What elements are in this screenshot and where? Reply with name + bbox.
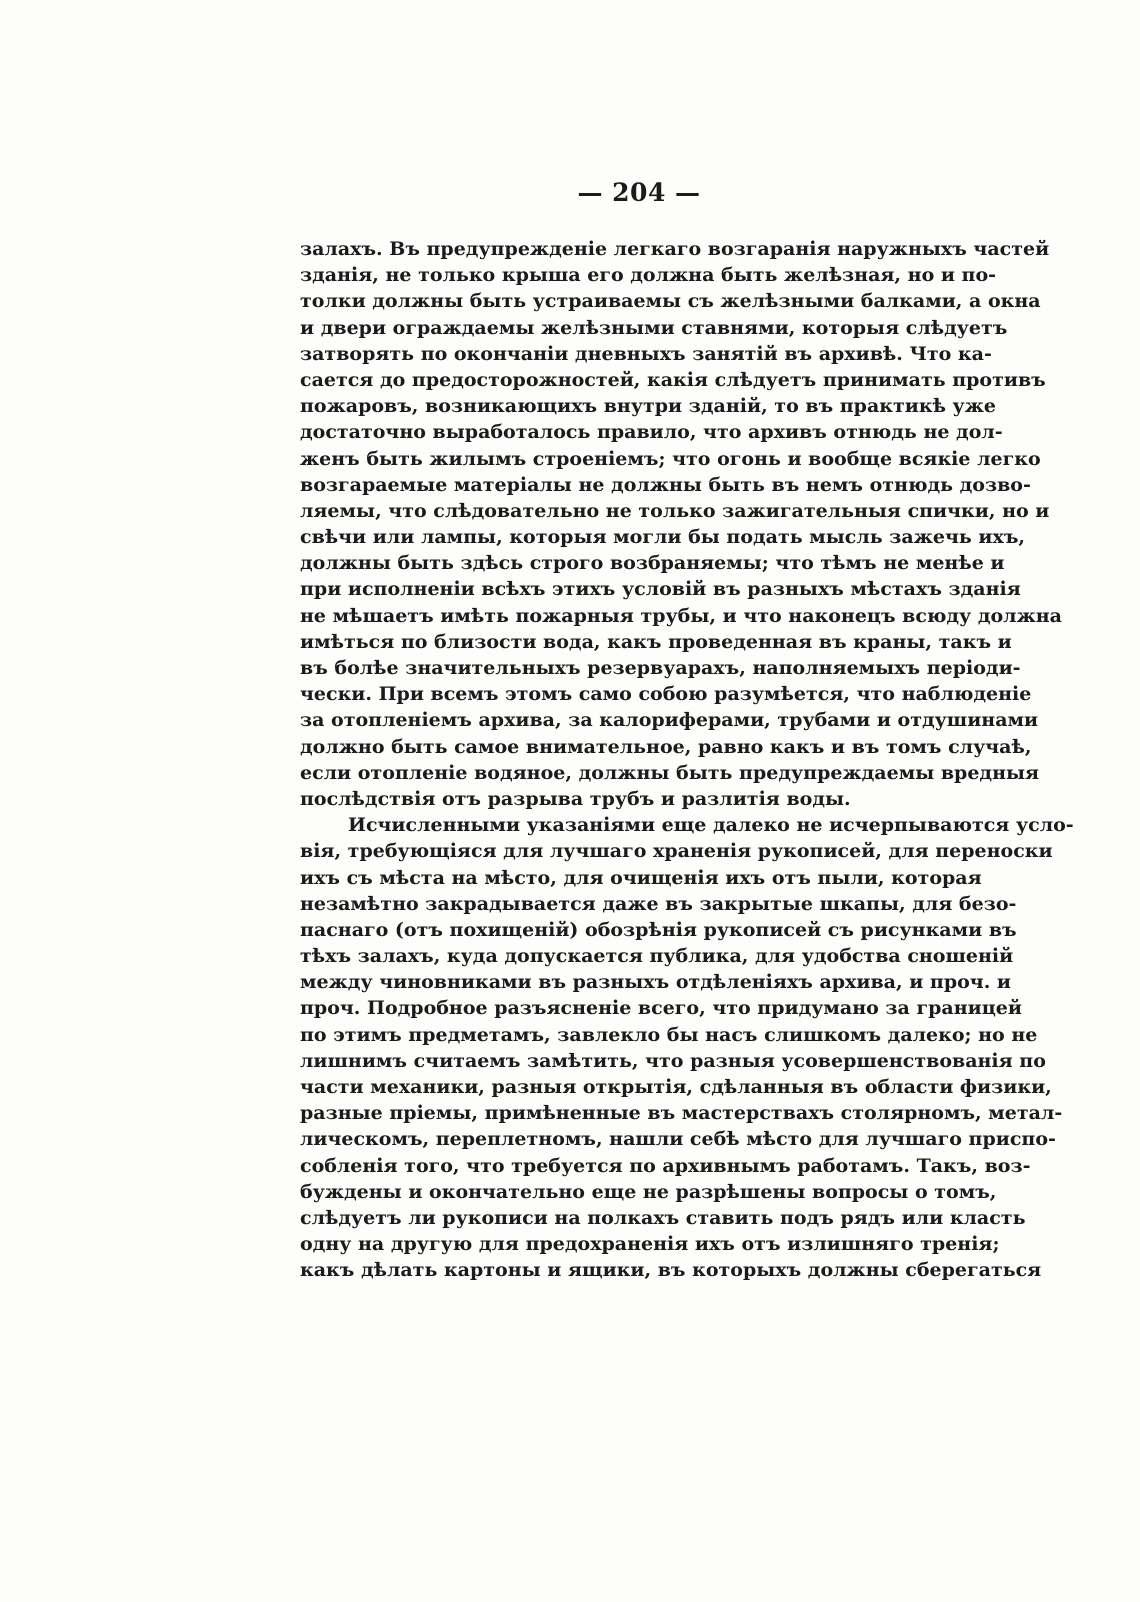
text-line: буждены и окончательно еще не разрѣшены вопросы о томъ, — [300, 1180, 997, 1203]
text-line: чески. При всемъ этомъ само собою разумѣется, что наблюденіе — [300, 683, 1032, 706]
text-line: Исчисленными указаніями еще далеко не исчерпываются усло- — [348, 814, 1074, 837]
text-line: паснаго (отъ похищеній) обозрѣнія рукописей съ рисунками въ — [300, 918, 1017, 941]
text-line: и двери ограждаемы желѣзными ставнями, которыя слѣдуетъ — [300, 316, 1008, 339]
text-line: лишнимъ считаемъ замѣтить, что разныя усовершенствованія по — [300, 1049, 1046, 1072]
text-line: ихъ съ мѣста на мѣсто, для очищенія ихъ отъ пыли, которая — [300, 866, 982, 889]
text-line: толки должны быть устраиваемы съ желѣзными балками, а окна — [300, 290, 1041, 313]
text-line: возгараемые матеріалы не должны быть въ немъ отнюдь дозво- — [300, 473, 1031, 496]
text-line: не мѣшаетъ имѣть пожарныя трубы, и что наконецъ всюду должна — [300, 604, 1062, 627]
text-line: при исполненіи всѣхъ этихъ условій въ разныхъ мѣстахъ зданія — [300, 578, 1021, 601]
text-line: собленія того, что требуется по архивнымъ работамъ. Такъ, воз- — [300, 1154, 1031, 1177]
text-line: залахъ. Въ предупрежденіе легкаго возгаранія наружныхъ частей — [300, 238, 1050, 260]
body-text — [300, 236, 1074, 1284]
text-line: части механики, разныя открытія, сдѣланныя въ области физики, — [300, 1076, 1052, 1098]
text-line: сается до предосторожностей, какія слѣдуетъ принимать противъ — [300, 368, 1046, 391]
text-line: послѣдствія отъ разрыва трубъ и разлитія воды. — [300, 787, 851, 810]
text-line: проч. Подробное разъясненіе всего, что придумано за границей — [300, 997, 1022, 1020]
text-line: одну на другую для предохраненія ихъ отъ излишняго тренія; — [300, 1233, 1000, 1256]
text-line: пожаровъ, возникающихъ внутри зданій, то въ практикѣ уже — [300, 395, 996, 418]
text-line: въ болѣе значительныхъ резервуарахъ, наполняемыхъ періоди- — [300, 657, 1021, 679]
text-line: лическомъ, переплетномъ, нашли себѣ мѣсто для лучшаго приспо- — [300, 1128, 1056, 1151]
page-number: — 204 — — [577, 178, 701, 207]
text-line: имѣться по близости вода, какъ проведенная въ краны, такъ и — [300, 630, 1012, 653]
text-line: достаточно выработалось правило, что архивъ отнюдь не дол- — [300, 421, 1003, 444]
text-line: зданія, не только крыша его должна быть желѣзная, но и по- — [300, 264, 997, 287]
text-line: между чиновниками въ разныхъ отдѣленіяхъ архива, и проч. и — [300, 971, 1012, 994]
text-line: тѣхъ залахъ, куда допускается публика, для удобства сношеній — [300, 945, 1014, 968]
text-line: свѣчи или лампы, которыя могли бы подать мысль зажечь ихъ, — [300, 526, 1026, 549]
text-line: ляемы, что слѣдовательно не только зажигательныя спички, но и — [300, 499, 1050, 522]
text-line: слѣдуетъ ли рукописи на полкахъ ставить подъ рядъ или класть — [300, 1206, 1026, 1229]
text-line: незамѣтно закрадывается даже въ закрытые шкапы, для безо- — [300, 892, 1017, 915]
text-line: за отопленіемъ архива, за калориферами, трубами и отдушинами — [300, 709, 1039, 732]
text-line: вія, требующіяся для лучшаго храненія рукописей, для переноски — [300, 840, 1053, 863]
text-line: женъ быть жилымъ строеніемъ; что огонь и вообще всякіе легко — [300, 447, 1041, 470]
text-line: должно быть самое внимательное, равно какъ и въ томъ случаѣ, — [300, 735, 1032, 758]
text-line: какъ дѣлать картоны и ящики, въ которыхъ должны сберегаться — [300, 1259, 1042, 1282]
text-line: должны быть здѣсь строго возбраняемы; что тѣмъ не менѣе и — [300, 552, 1005, 575]
text-line: затворять по окончаніи дневныхъ занятій въ архивѣ. Что ка- — [300, 342, 992, 365]
text-line: если отопленіе водяное, должны быть предупреждаемы вредныя — [300, 761, 1040, 784]
text-line: разные пріемы, примѣненные въ мастерствахъ столярномъ, метал- — [300, 1102, 1063, 1125]
text-line: по этимъ предметамъ, завлекло бы насъ слишкомъ далеко; но не — [300, 1023, 1038, 1046]
